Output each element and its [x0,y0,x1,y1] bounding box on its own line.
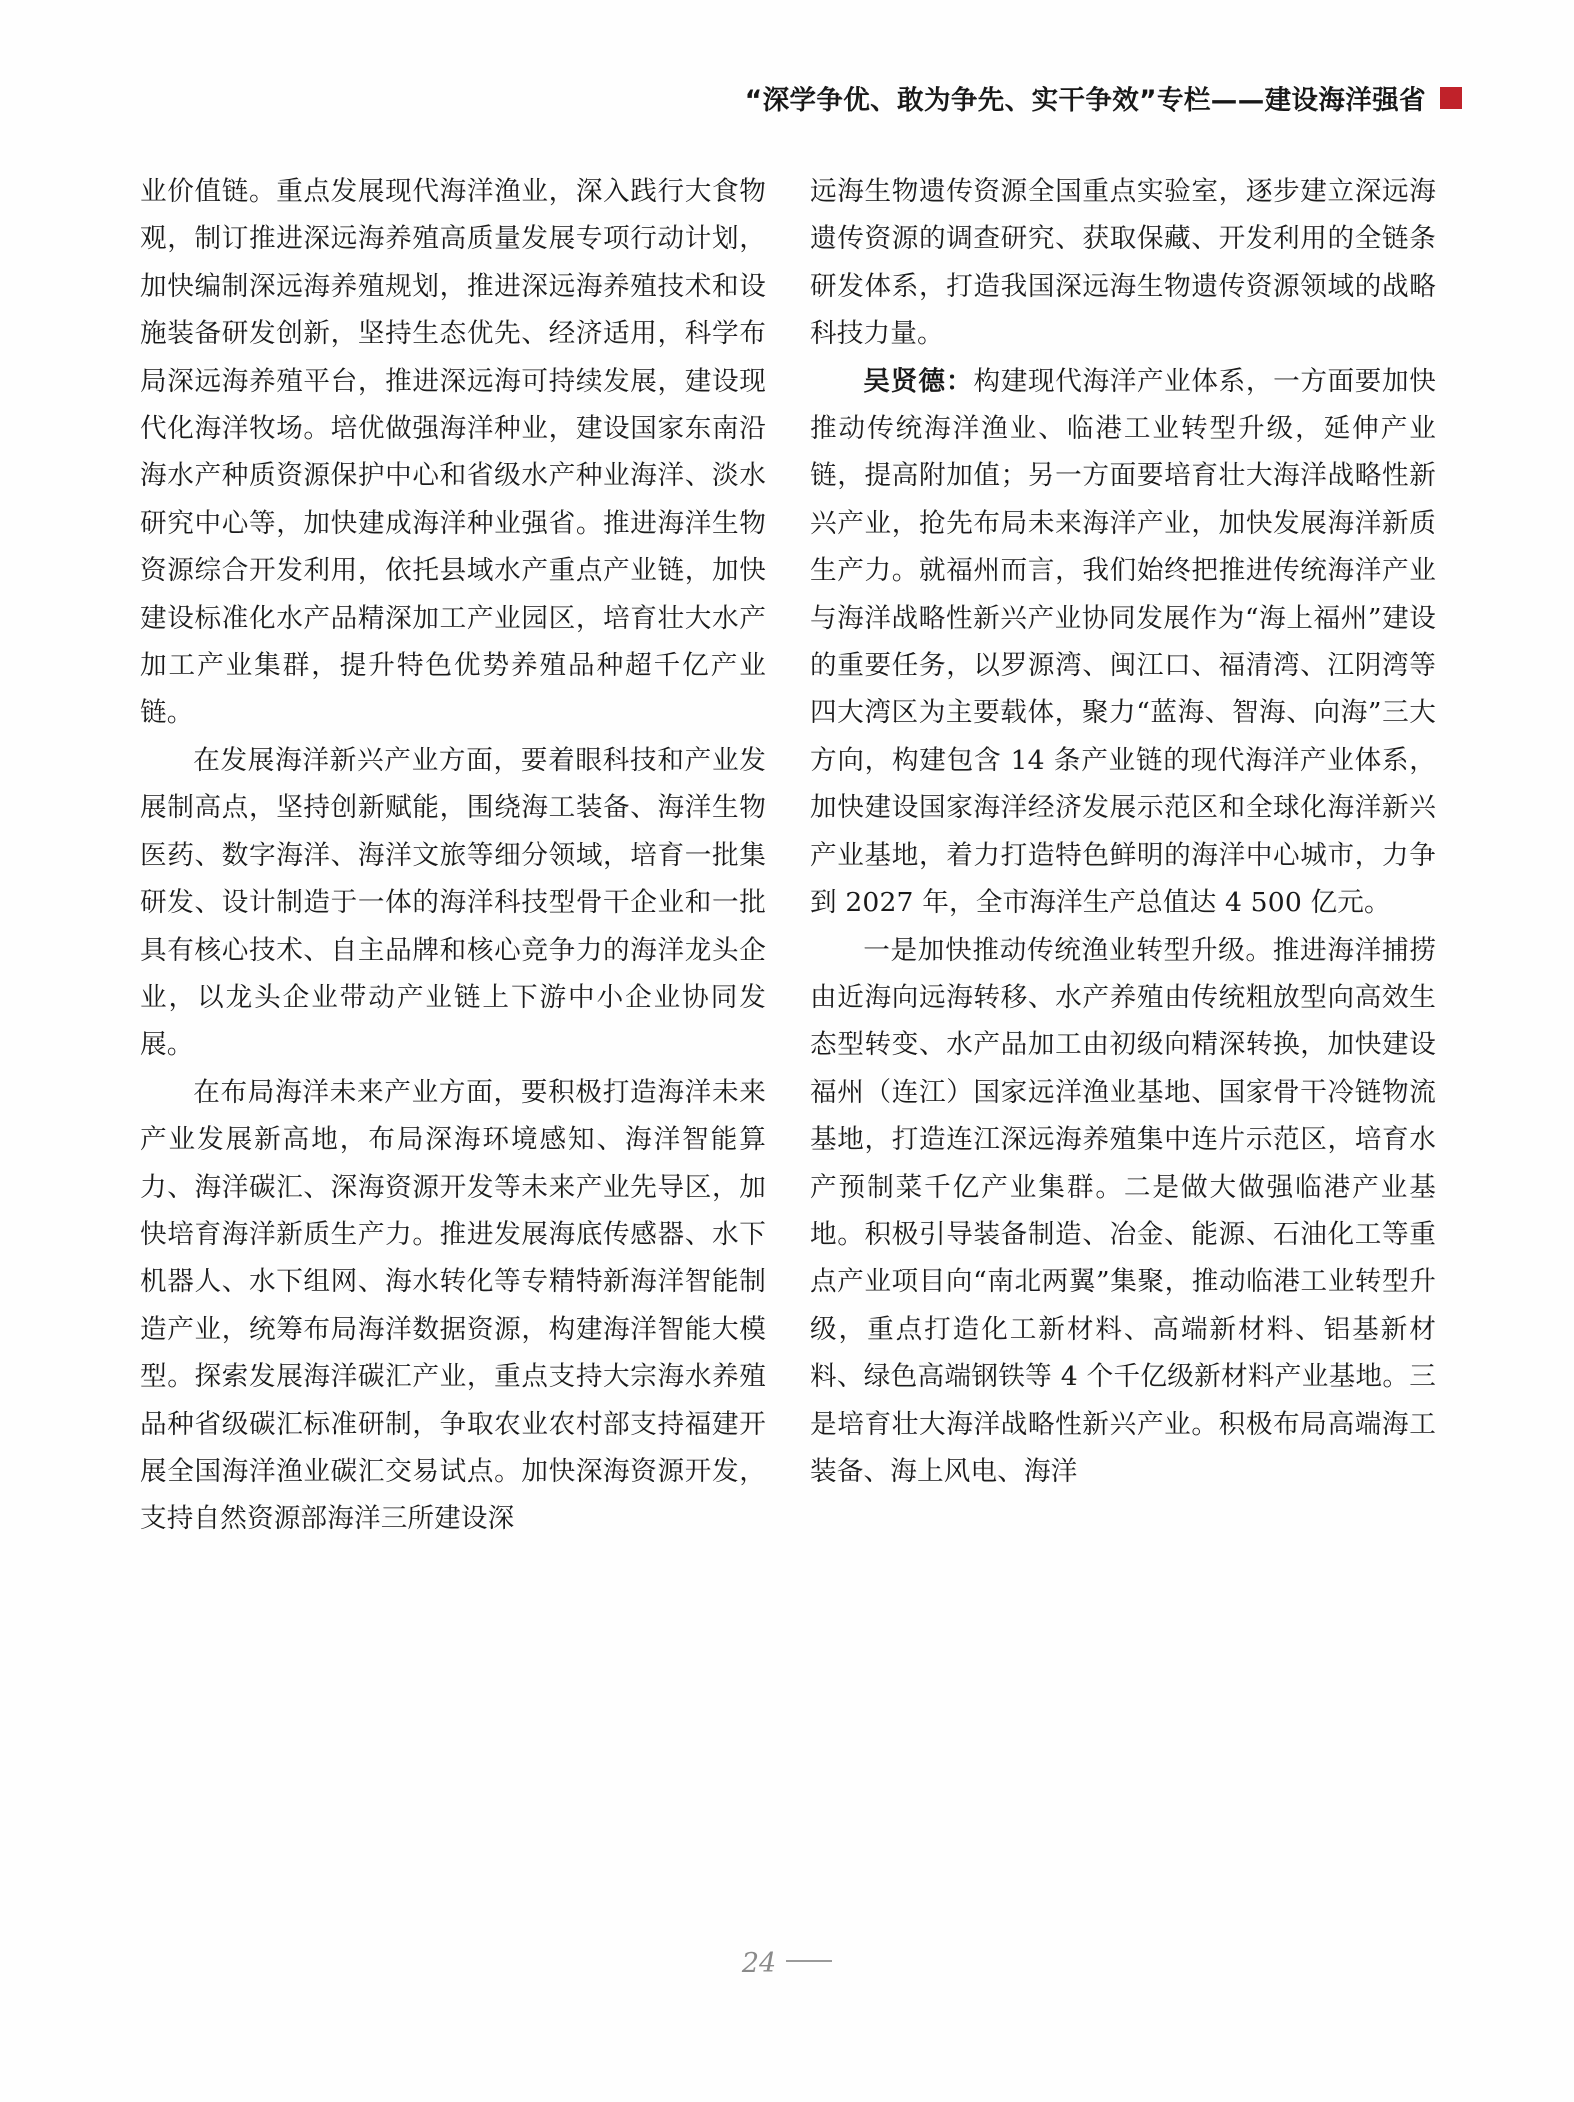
right-column [810,168,1436,1828]
speaker-name: 吴贤德： [863,365,974,397]
paragraph: 在发展海洋新兴产业方面，要着眼科技和产业发展制高点，坚持创新赋能，围绕海工装备、海洋生物医药、数字海洋、海洋文旅等细分领域，培育一批集研发、设计制造于一体的海洋科技型骨干企业和一批具有核心技术、自主品牌和核心竞争力的海洋龙头企业，以龙头企业带动产业链上下游中小企业协同发展。 [140,744,766,1061]
paragraph: 远海生物遗传资源全国重点实验室，逐步建立深远海遗传资源的调查研究、获取保藏、开发利用的全链条研发体系，打造我国深远海生物遗传资源领域的战略科技力量。 [810,176,1436,350]
paragraph: 业价值链。重点发展现代海洋渔业，深入践行大食物观，制订推进深远海养殖高质量发展专项行动计划，加快编制深远海养殖规划，推进深远海养殖技术和设施装备研发创新，坚持生态优先、经济适用，科学布局深远海养殖平台，推进深远海可持续发展，建设现代化海洋牧场。培优做强海洋种业，建设国家东南沿海水产种质资源保护中心和省级水产种业海洋、淡水研究中心等，加快建成海洋种业强省。推进海洋生物资源综合开发利用，依托县域水产重点产业链，加快建设标准化水产品精深加工产业园区，培育壮大水产加工产业集群，提升特色优势养殖品种超千亿产业链。 [140,176,766,729]
page-footer [0,1948,1574,1979]
article-body [140,168,1436,1828]
paragraph: 在布局海洋未来产业方面，要积极打造海洋未来产业发展新高地，布局深海环境感知、海洋智能算力、海洋碳汇、深海资源开发等未来产业先导区，加快培育海洋新质生产力。推进发展海底传感器、水下机器人、水下组网、海水转化等专精特新海洋智能制造产业，统筹布局海洋数据资源，构建海洋智能大模型。探索发展海洋碳汇产业，重点支持大宗海水养殖品种省级碳汇标准研制，争取农业农村部支持福建开展全国海洋渔业碳汇交易试点。加快深海资源开发，支持自然资源部海洋三所建设深 [140,1076,766,1535]
folio-rule [786,1960,832,1962]
running-header-title: “深学争优、敢为争先、实干争效”专栏——建设海洋强省 [744,85,1426,116]
running-header [745,78,1462,117]
left-column [140,168,766,1828]
red-square-icon [1440,87,1462,109]
paragraph: 一是加快推动传统渔业转型升级。推进海洋捕捞由近海向远海转移、水产养殖由传统粗放型向高效生态型转变、水产品加工由初级向精深转换，加快建设福州（连江）国家远洋渔业基地、国家骨干冷链物流基地，打造连江深远海养殖集中连片示范区，培育水产预制菜千亿产业集群。二是做大做强临港产业基地。积极引导装备制造、冶金、能源、石油化工等重点产业项目向“南北两翼”集聚，推动临港工业转型升级，重点打造化工新材料、高端新材料、铝基新材料、绿色高端钢铁等 4 个千亿级新材料产业基地。三是培育壮大海洋战略性新兴产业。积极布局高端海工装备、海上风电、海洋 [810,934,1436,1487]
page-number: 24 [741,1948,777,1979]
paragraph-text: 构建现代海洋产业体系，一方面要加快推动传统海洋渔业、临港工业转型升级，延伸产业链，提高附加值；另一方面要培育壮大海洋战略性新兴产业，抢先布局未来海洋产业，加快发展海洋新质生产力。就福州而言，我们始终把推进传统海洋产业与海洋战略性新兴产业协同发展作为“海上福州”建设的重要任务，以罗源湾、闽江口、福清湾、江阴湾等四大湾区为主要载体，聚力“蓝海、智海、向海”三大方向，构建包含 14 条产业链的现代海洋产业体系，加快建设国家海洋经济发展示范区和全球化海洋新兴产业基地，着力打造特色鲜明的海洋中心城市，力争到 2027 年，全市海洋生产总值达 4 500 亿元。 [810,365,1436,919]
paragraph-with-speaker [810,358,1436,927]
